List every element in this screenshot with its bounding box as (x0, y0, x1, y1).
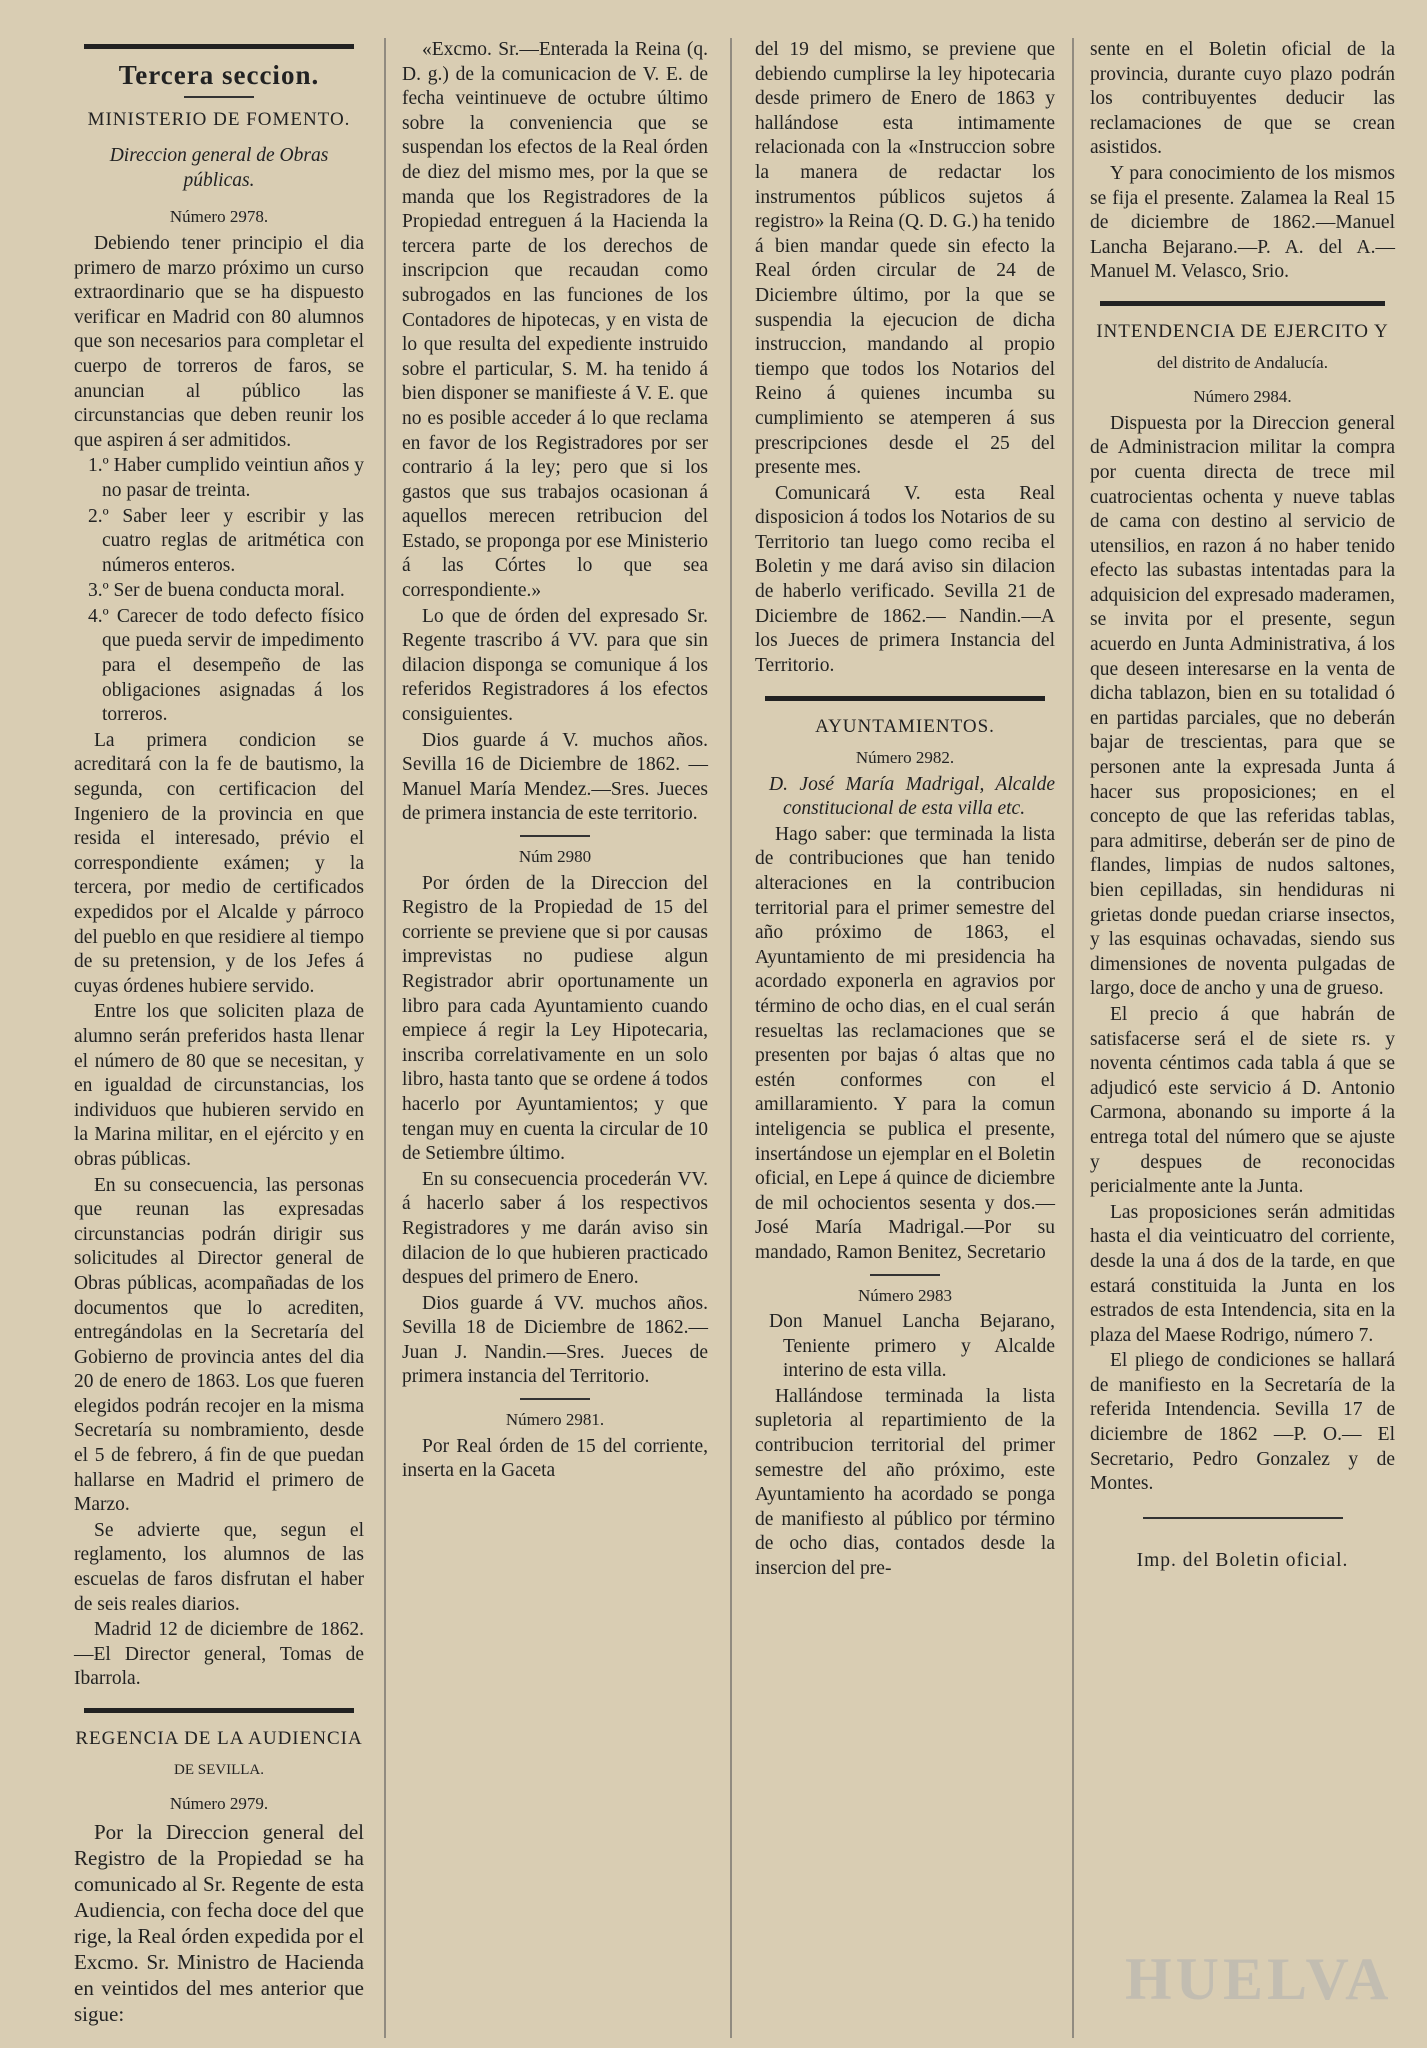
ayuntamientos-header: AYUNTAMIENTOS. (815, 716, 995, 738)
paragraph: En su consecuencia procederán VV. á hacerlo saber á los respectivos Registradores y me darán aviso sin dilacion de lo que hubieren practicado despues del primero de Enero. (402, 1168, 708, 1289)
paragraph: El pliego de condiciones se hallará de manifiesto en la Secretaría de la referida Intendencia. Sevilla 17 de diciembre de 1862 —P. O.— El Secretario, Pedro Gonzalez y de Montes. (1090, 1350, 1395, 1495)
notice-number: Número 2984. (1193, 387, 1292, 407)
notice-number: Número 2983 (858, 1285, 952, 1305)
intendencia-header: INTENDENCIA DE EJERCITO Y (1096, 320, 1389, 342)
paragraph: 2.º Saber leer y escribir y las cuatro reglas de aritmética con números enteros. (88, 505, 364, 576)
column-rule (384, 38, 386, 2038)
paragraph: Madrid 12 de diciembre de 1862. —El Director general, Tomas de Ibarrola. (74, 1619, 364, 1690)
direction-header: Direccion general de Obras públicas. (109, 145, 329, 191)
ministry-header: MINISTERIO DE FOMENTO. (87, 108, 351, 130)
divider (84, 1708, 354, 1713)
section-title: Tercera seccion. (118, 60, 320, 90)
paragraph: Don Manuel Lancha Bejarano, Teniente primero y Alcalde interino de esta villa. (769, 1311, 1055, 1382)
notice-number: Número 2982. (855, 748, 955, 768)
paragraph: D. José María Madrigal, Alcalde constitucional de esta villa etc. (769, 773, 1055, 820)
paragraph: Las proposiciones serán admitidas hasta el dia veinticuatro del corriente, desde la una á dos de la tarde, en que estará constituida la Junta en los estrados de esta Intendencia, sita en la plaza del Maese Rodrigo, número 7. (1090, 1201, 1395, 1346)
divider (184, 96, 254, 98)
paragraph: Entre los que soliciten plaza de alumno serán preferidos hasta llenar el número de 80 que se necesitan, y en igualdad de circunstancias, los individuos que hubieren servido en la Marina militar, en el ejército y en obras públicas. (74, 1001, 364, 1170)
column-rule (1072, 38, 1074, 2038)
paragraph: Comunicará V. esta Real disposicion á todos los Notarios de su Territorio tan luego como reciba el Boletin y me dará aviso sin dilacion de haberlo verificado. Sevilla 21 de Diciembre de 1862.— Nandin.—A los Jueces de primera Instancia del Territorio. (755, 482, 1055, 676)
paragraph: La primera condicion se acreditará con la fe de bautismo, la segunda, con certificacion del Ingeniero de la provincia en que resida el interesado, prévio el correspondiente exámen; y la tercera, por medio de certificados expedidos por el Alcalde y párroco del pueblo en que residiere al tiempo de su pretension, y de los Jefes á cuyas órdenes hubiere servido. (74, 729, 364, 997)
paragraph: Dios guarde á VV. muchos años. Sevilla 18 de Diciembre de 1862.—Juan J. Nandin.—Sres. Jueces de primera instancia del Territorio. (402, 1292, 708, 1388)
paragraph: El precio á que habrán de satisfacerse será el de siete rs. y noventa céntimos cada tabla á que se adjudicó este servicio á D. Antonio Carmona, abonando su importe á la entrega total del número que se ajuste y despues de reconocidas pericialmente ante la Junta. (1090, 1003, 1395, 1198)
divider (765, 696, 1045, 701)
paragraph: Por la Direccion general del Registro de la Propiedad se ha comunicado al Sr. Regente de esta Audiencia, con fecha doce del que rige, la Real órden expedida por el Excmo. Sr. Ministro de Hacienda en veintidos del mes anterior que sigue: (74, 1819, 364, 2026)
paragraph: Hago saber: que terminada la lista de contribuciones que han tenido alteraciones en la contribucion territorial para el primer semestre del año próximo de 1863, el Ayuntamiento de mi presidencia ha acordado exponerla en agravios por término de ocho dias, en el cual serán resueltas las reclamaciones que se presenten por bajas ó altas que no estén conformes con el amillaramiento. Y para la comun inteligencia se publica el presente, insertándose un ejemplar en el Boletin oficial, en Lepe á quince de diciembre de mil ochocientos sesenta y dos.—José María Madrigal.—Por su mandado, Ramon Benitez, Secretario (755, 823, 1055, 1263)
notice-number: Número 2981. (505, 1410, 605, 1430)
column-4 (1090, 38, 1395, 1573)
paragraph: Hallándose terminada la lista supletoria al repartimiento de la contribucion territorial del primer semestre del año próximo, este Ayuntamiento ha acordado se ponga de manifiesto al público por término de ocho dias, contados desde la insercion del pre- (755, 1385, 1055, 1580)
paragraph: Por órden de la Direccion del Registro de la Propiedad de 15 del corriente se previene que si por causas imprevistas no pudiese algun Registrador abrir oportunamente un libro para cada Ayuntamiento cuando empiece á regir la Ley Hipotecaria, inscriba correlativamente en un solo libro, hasta tanto que se ordene á todos hacerlo por Ayuntamientos; y que tengan muy en cuenta la circular de 10 de Setiembre último. (402, 872, 708, 1165)
paragraph: En su consecuencia, las personas que reunan las expresadas circunstancias podrán dirigir sus solicitudes al Director general de Obras públicas, acompañadas de los documentos que lo acrediten, entregándolas en la Secretaría del Gobierno de provincia antes del dia 20 de enero de 1863. Los que fueren elegidos podrán recojer en la misma Secretaría su nombramiento, desde el 5 de febrero, á fin de que puedan hallarse en Madrid el primero de Marzo. (74, 1174, 364, 1516)
divider (520, 835, 590, 837)
printer-footer: Imp. del Boletin oficial. (1136, 1549, 1349, 1571)
intendencia-subheader: del distrito de Andalucía. (1157, 352, 1328, 372)
paragraph: Dios guarde á V. muchos años. Sevilla 16 de Diciembre de 1862. —Manuel María Mendez.—Sres. Jueces de primera instancia de este territorio. (402, 729, 708, 825)
paragraph: «Excmo. Sr.—Enterada la Reina (q. D. g.) de la comunicacion de V. E. de fecha veintinueve de octubre último sobre la conveniencia que se suspendan los efectos de la Real órden de diez del mismo mes, por la que se manda que los Registradores de la Propiedad entreguen á la Hacienda la tercera parte de los derechos de inscripcion que recaudan como subrogados en las funciones de los Contadores de hipotecas, y en vista de lo que resulta del expediente instruido sobre el particular, S. M. ha tenido á bien disponer se manifieste á V. E. que no es posible acceder á lo que reclama en favor de los Registradores por ser contrario á la ley; pero que si los gastos que sus trabajos ocasionan á aquellos merecen retribucion del Estado, se proponga por ese Ministerio á las Córtes lo que sea correspondiente.» (402, 39, 708, 602)
divider (520, 1398, 590, 1400)
regency-subheader: DE SEVILLA. (174, 1761, 264, 1778)
column-3 (755, 38, 1055, 1583)
paragraph: sente en el Boletin oficial de la provincia, durante cuyo plazo podrán los contribuyentes deducir las reclamaciones de que se crean asistidos. (1090, 39, 1395, 159)
paragraph: Debiendo tener principio el dia primero de marzo próximo un curso extraordinario que se ha dispuesto verificar en Madrid con 80 alumnos que son necesarios para completar el cuerpo de torreros de faros, se anuncian al público las circunstancias que deben reunir los que aspiren á ser admitidos. (74, 232, 364, 451)
paragraph: Se advierte que, segun el reglamento, los alumnos de las escuelas de faros disfrutan el haber de seis reales diarios. (74, 1519, 364, 1615)
paragraph: Por Real órden de 15 del corriente, inserta en la Gaceta (402, 1435, 708, 1482)
paragraph: 1.º Haber cumplido veintiun años y no pasar de treinta. (88, 455, 364, 501)
library-watermark: HUELVA (1125, 1946, 1393, 2012)
divider (84, 44, 354, 49)
paragraph: Dispuesta por la Direccion general de Administracion militar la compra por cuenta directa de trece mil cuatrocientas ochenta y nueve tablas de cama con destino al servicio de utensilios, en razon á no haber tenido efecto las subastas intentadas para la adquisicion del expresado maderamen, se invita por el presente, segun acuerdo en Junta Administrativa, á los que deseen interesarse en la venta de dicha tablazon, bien en su totalidad ó en partidas parciales, que no deberán bajar de trescientas, para que se personen ante la expresada Junta á hacer sus proposiciones; en el concepto de que las referidas tablas, para admitirse, deberán ser de pino de flandes, limpias de nudos saltones, bien cepilladas, sin hendiduras ni grietas donde puedan criarse insectos, y las esquinas ochavadas, siendo sus dimensiones de noventa pulgadas de largo, doce de ancho y una de grueso. (1090, 412, 1395, 1000)
paragraph: 3.º Ser de buena conducta moral. (88, 580, 345, 602)
divider (870, 1274, 940, 1276)
paragraph: del 19 del mismo, se previene que debiendo cumplirse la ley hipotecaria desde primero de Enero de 1863 y hallándose esta intimamente relacionada con la «Instruccion sobre la manera de redactar los instrumentos públicos sujetos á registro» la Reina (Q. D. G.) ha tenido á bien mandar quede sin efecto la Real órden circular de 24 de Diciembre último, por la que se suspendia la ejecucion de dicha instruccion, mandando al propio tiempo que todos los Notarios del Reino á quienes incumba su cumplimiento se atemperen á sus prescripciones desde el 25 del presente mes. (755, 39, 1056, 479)
column-1 (74, 38, 364, 2028)
notice-number: Número 2978. (169, 207, 269, 227)
paragraph: Lo que de órden del expresado Sr. Regente trascribo á VV. para que sin dilacion disponga se comunique á los referidos Registradores á los efectos consiguientes. (402, 605, 708, 726)
regency-header: REGENCIA DE LA AUDIENCIA (75, 1728, 363, 1749)
paragraph: Y para conocimiento de los mismos se fija el presente. Zalamea la Real 15 de diciembre de 1862.—Manuel Lancha Bejarano.—P. A. del A.— Manuel M. Velasco, Srio. (1090, 162, 1395, 283)
notice-number: Núm 2980 (518, 847, 592, 866)
notice-number: Número 2979. (169, 1794, 269, 1814)
column-2 (402, 38, 708, 1485)
divider (1143, 1517, 1343, 1519)
divider (1100, 301, 1385, 306)
column-rule (730, 38, 732, 2038)
paragraph: 4.º Carecer de todo defecto físico que pueda servir de impedimento para el desempeño de las obligaciones asignadas á los torreros. (88, 605, 364, 726)
